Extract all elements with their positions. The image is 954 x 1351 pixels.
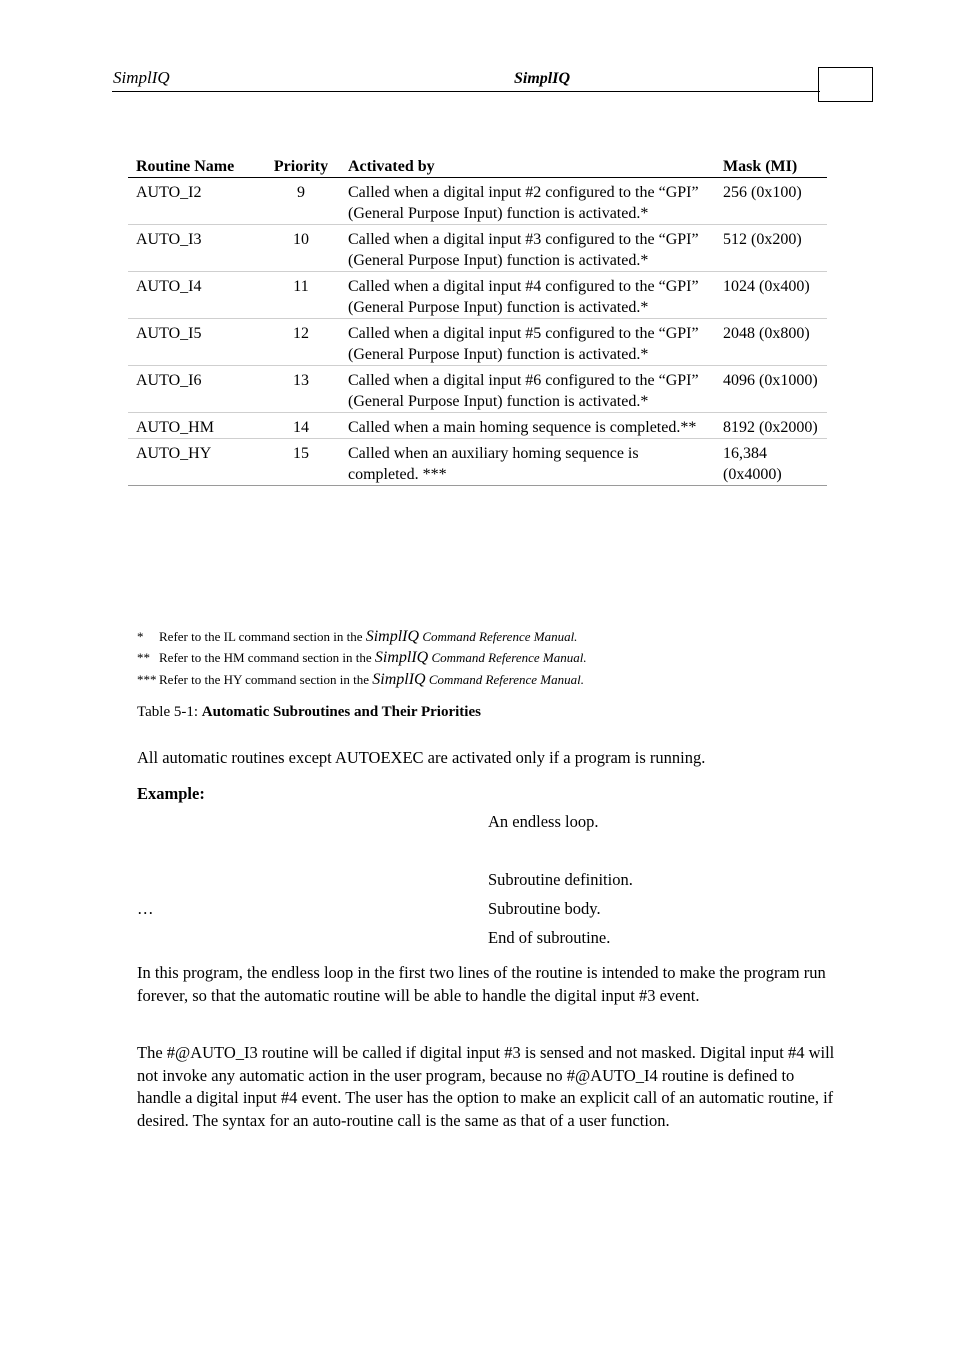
footnote-product: SimplIQ xyxy=(372,671,426,688)
example-ellipsis: … xyxy=(137,899,154,918)
table-row xyxy=(128,272,827,319)
explanation-paragraph-1: In this program, the endless loop in the first two lines of the routine is intended to make the program run forever, so that the automatic routine will be able to handle the digital input #3 event. xyxy=(137,963,826,1005)
footnote-manual: Command Reference Manual. xyxy=(431,650,587,665)
header-priority: Priority xyxy=(262,155,340,178)
routine-name: AUTO_I4 xyxy=(128,272,262,319)
routine-name: AUTO_HY xyxy=(128,439,262,486)
routine-mask: 8192 (0x2000) xyxy=(715,413,827,439)
header-routine-name: Routine Name xyxy=(128,155,262,178)
footnote-text: Refer to the HY command section in the xyxy=(159,672,369,687)
example-comment: An endless loop. xyxy=(488,812,599,831)
example-comment: Subroutine definition. xyxy=(488,870,633,889)
table-row xyxy=(128,319,827,366)
table-row xyxy=(128,225,827,272)
example-comment: Subroutine body. xyxy=(488,899,601,918)
footnote-text: Refer to the HM command section in the xyxy=(159,650,372,665)
table-row xyxy=(128,413,827,439)
routine-activated-by: Called when a digital input #6 configured to the “GPI” (General Purpose Input) function is activated.* xyxy=(340,366,715,413)
footnote-text: Refer to the IL command section in the xyxy=(159,629,363,644)
routine-mask: 16,384 (0x4000) xyxy=(715,439,827,486)
footnote-mark: *** xyxy=(137,672,157,687)
routine-activated-by: Called when a digital input #3 configured to the “GPI” (General Purpose Input) function is activated.* xyxy=(340,225,715,272)
routine-activated-by: Called when a digital input #2 configured to the “GPI” (General Purpose Input) function is activated.* xyxy=(340,178,715,225)
footnote-manual: Command Reference Manual. xyxy=(428,672,584,687)
routine-mask: 256 (0x100) xyxy=(715,178,827,225)
header-activated-by: Activated by xyxy=(340,155,715,178)
caption-prefix: Table 5-1: xyxy=(137,704,202,720)
explanation-paragraph-2: The #@AUTO_I3 routine will be called if digital input #3 is sensed and not masked. Digital input #4 will not invoke any automatic action in the user program, because no #@AUTO_I4 routine is defined to handle a digital input #4 event. The user has the option to make an explicit call of an automatic routine, if desired. The syntax for an auto-routine call is the same as that of a user function. xyxy=(137,1043,835,1130)
footnote xyxy=(137,628,577,646)
routine-priority: 11 xyxy=(262,272,340,319)
footnote-mark: * xyxy=(137,629,144,644)
routine-mask: 2048 (0x800) xyxy=(715,319,827,366)
routine-activated-by: Called when a main homing sequence is completed.** xyxy=(340,413,715,439)
footnote-product: SimplIQ xyxy=(374,649,429,666)
table-row xyxy=(128,178,827,225)
footnote-manual: Command Reference Manual. xyxy=(422,629,578,644)
header-left-title: SimplIQ xyxy=(113,68,170,87)
routine-activated-by: Called when a digital input #4 configured to the “GPI” (General Purpose Input) function is activated.* xyxy=(340,272,715,319)
intro-paragraph: All automatic routines except AUTOEXEC are activated only if a program is running. xyxy=(137,748,706,767)
routine-priority: 9 xyxy=(262,178,340,225)
footnote xyxy=(137,649,587,667)
routine-priority: 13 xyxy=(262,366,340,413)
routine-mask: 1024 (0x400) xyxy=(715,272,827,319)
header-center-title: SimplIQ xyxy=(514,70,571,87)
header-rule xyxy=(112,91,820,92)
footnote xyxy=(137,671,584,689)
routine-activated-by: Called when an auxiliary homing sequence is completed. *** xyxy=(340,439,715,486)
routine-name: AUTO_I6 xyxy=(128,366,262,413)
footnote-product: SimplIQ xyxy=(365,628,420,645)
routine-priority: 10 xyxy=(262,225,340,272)
routine-priority: 14 xyxy=(262,413,340,439)
caption-title: Automatic Subroutines and Their Priorities xyxy=(201,704,481,720)
table-header-row xyxy=(128,155,827,178)
table-caption xyxy=(137,704,481,721)
header-mask: Mask (MI) xyxy=(715,155,827,178)
routine-activated-by: Called when a digital input #5 configured to the “GPI” (General Purpose Input) function is activated.* xyxy=(340,319,715,366)
table-row xyxy=(128,439,827,486)
table-row xyxy=(128,366,827,413)
routine-name: AUTO_I5 xyxy=(128,319,262,366)
routine-priority: 15 xyxy=(262,439,340,486)
routine-mask: 512 (0x200) xyxy=(715,225,827,272)
page-number-box xyxy=(818,67,873,102)
routine-name: AUTO_I3 xyxy=(128,225,262,272)
example-label: Example: xyxy=(137,784,205,803)
routine-name: AUTO_I2 xyxy=(128,178,262,225)
routine-priority: 12 xyxy=(262,319,340,366)
routines-table xyxy=(128,155,827,486)
example-comment: End of subroutine. xyxy=(488,928,611,947)
footnote-mark: ** xyxy=(137,650,150,665)
routine-mask: 4096 (0x1000) xyxy=(715,366,827,413)
routine-name: AUTO_HM xyxy=(128,413,262,439)
